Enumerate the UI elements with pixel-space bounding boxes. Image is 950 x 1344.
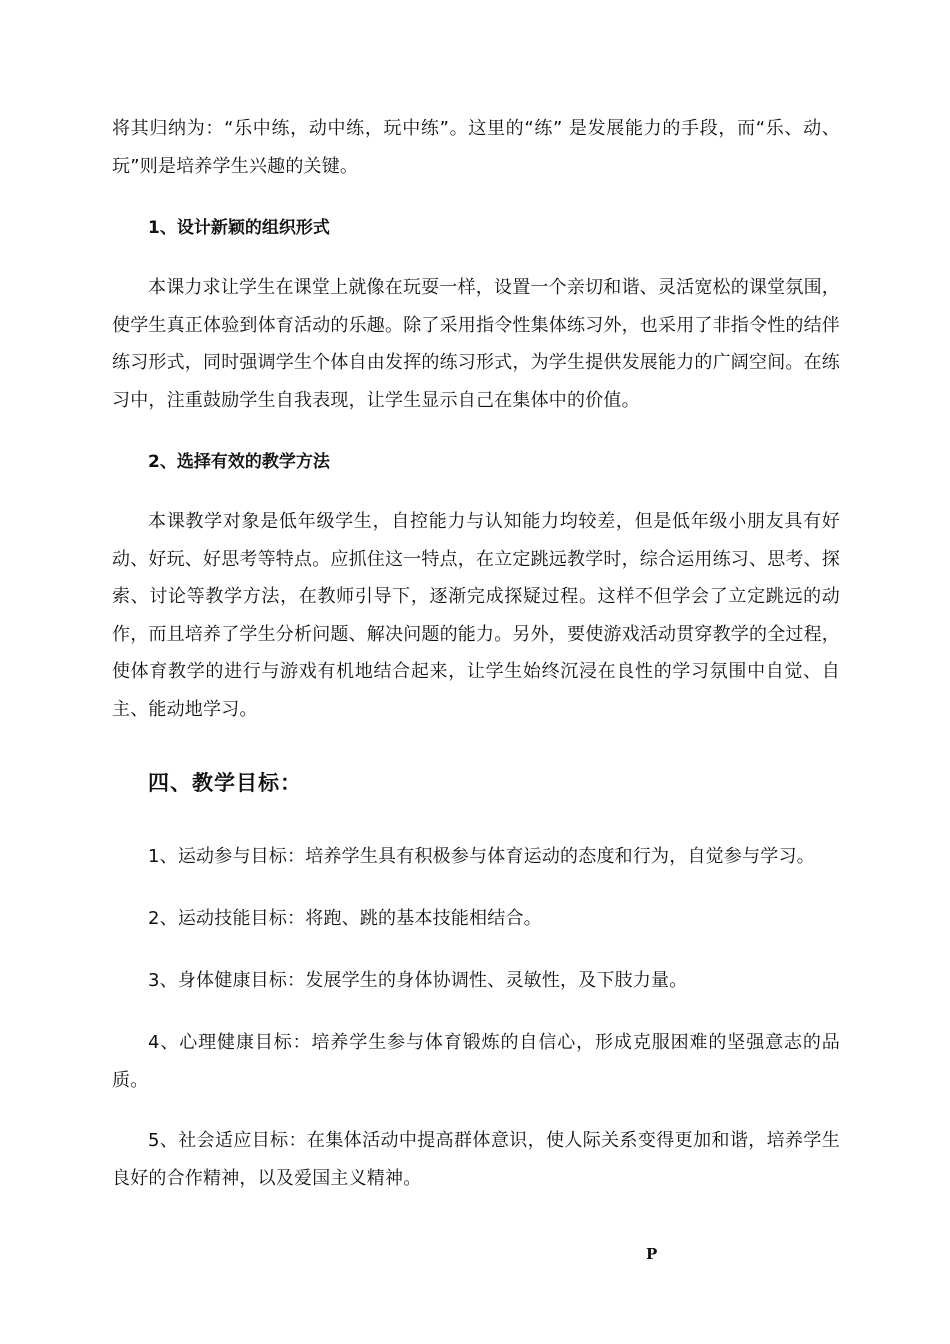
objective-item-skills: 2、运动技能目标：将跑、跳的基本技能相结合。 [148, 908, 542, 929]
intro-paragraph: 将其归纳为：“乐中练，动中练，玩中练”。这里的“练” 是发展能力的手段，而“乐、动、玩”则是培养学生兴趣的关键。 [112, 118, 840, 177]
section-heading-organization: 1、设计新颖的组织形式 [148, 218, 330, 238]
objective-item-social-adaptation: 5、社会适应目标：在集体活动中提高群体意识，使人际关系变得更加和谐，培养学生良好的合作精神，以及爱国主义精神。 [112, 1130, 840, 1189]
section-heading-methods: 2、选择有效的教学方法 [148, 452, 330, 472]
objective-item-participation: 1、运动参与目标：培养学生具有积极参与体育运动的态度和行为，自觉参与学习。 [148, 846, 815, 867]
section-body-methods: 本课教学对象是低年级学生，自控能力与认知能力均较差，但是低年级小朋友具有好动、好玩、好思考等特点。应抓住这一特点，在立定跳远教学时，综合运用练习、思考、探索、讨论等教学方法，在教师引导下，逐渐完成探疑过程。这样不但学会了立定跳远的动作，而且培养了学生分析问题、解决问题的能力。另外，要使游戏活动贯穿教学的全过程，使体育教学的进行与游戏有机地结合起来，让学生始终沉浸在良性的学习氛围中自觉、自主、能动地学习。 [112, 511, 840, 720]
objective-item-physical-health: 3、身体健康目标：发展学生的身体协调性、灵敏性，及下肢力量。 [148, 970, 688, 991]
page-footer-mark: P [646, 1245, 658, 1263]
objectives-heading: 四、教学目标： [148, 771, 302, 795]
objective-item-mental-health: 4、心理健康目标：培养学生参与体育锻炼的自信心，形成克服困难的坚强意志的品质。 [112, 1032, 840, 1091]
section-body-organization: 本课力求让学生在课堂上就像在玩耍一样，设置一个亲切和谐、灵活宽松的课堂氛围，使学生真正体验到体育活动的乐趣。除了采用指令性集体练习外，也采用了非指令性的结伴练习形式，同时强调学生个体自由发挥的练习形式，为学生提供发展能力的广阔空间。在练习中，注重鼓励学生自我表现，让学生显示自己在集体中的价值。 [112, 277, 840, 411]
